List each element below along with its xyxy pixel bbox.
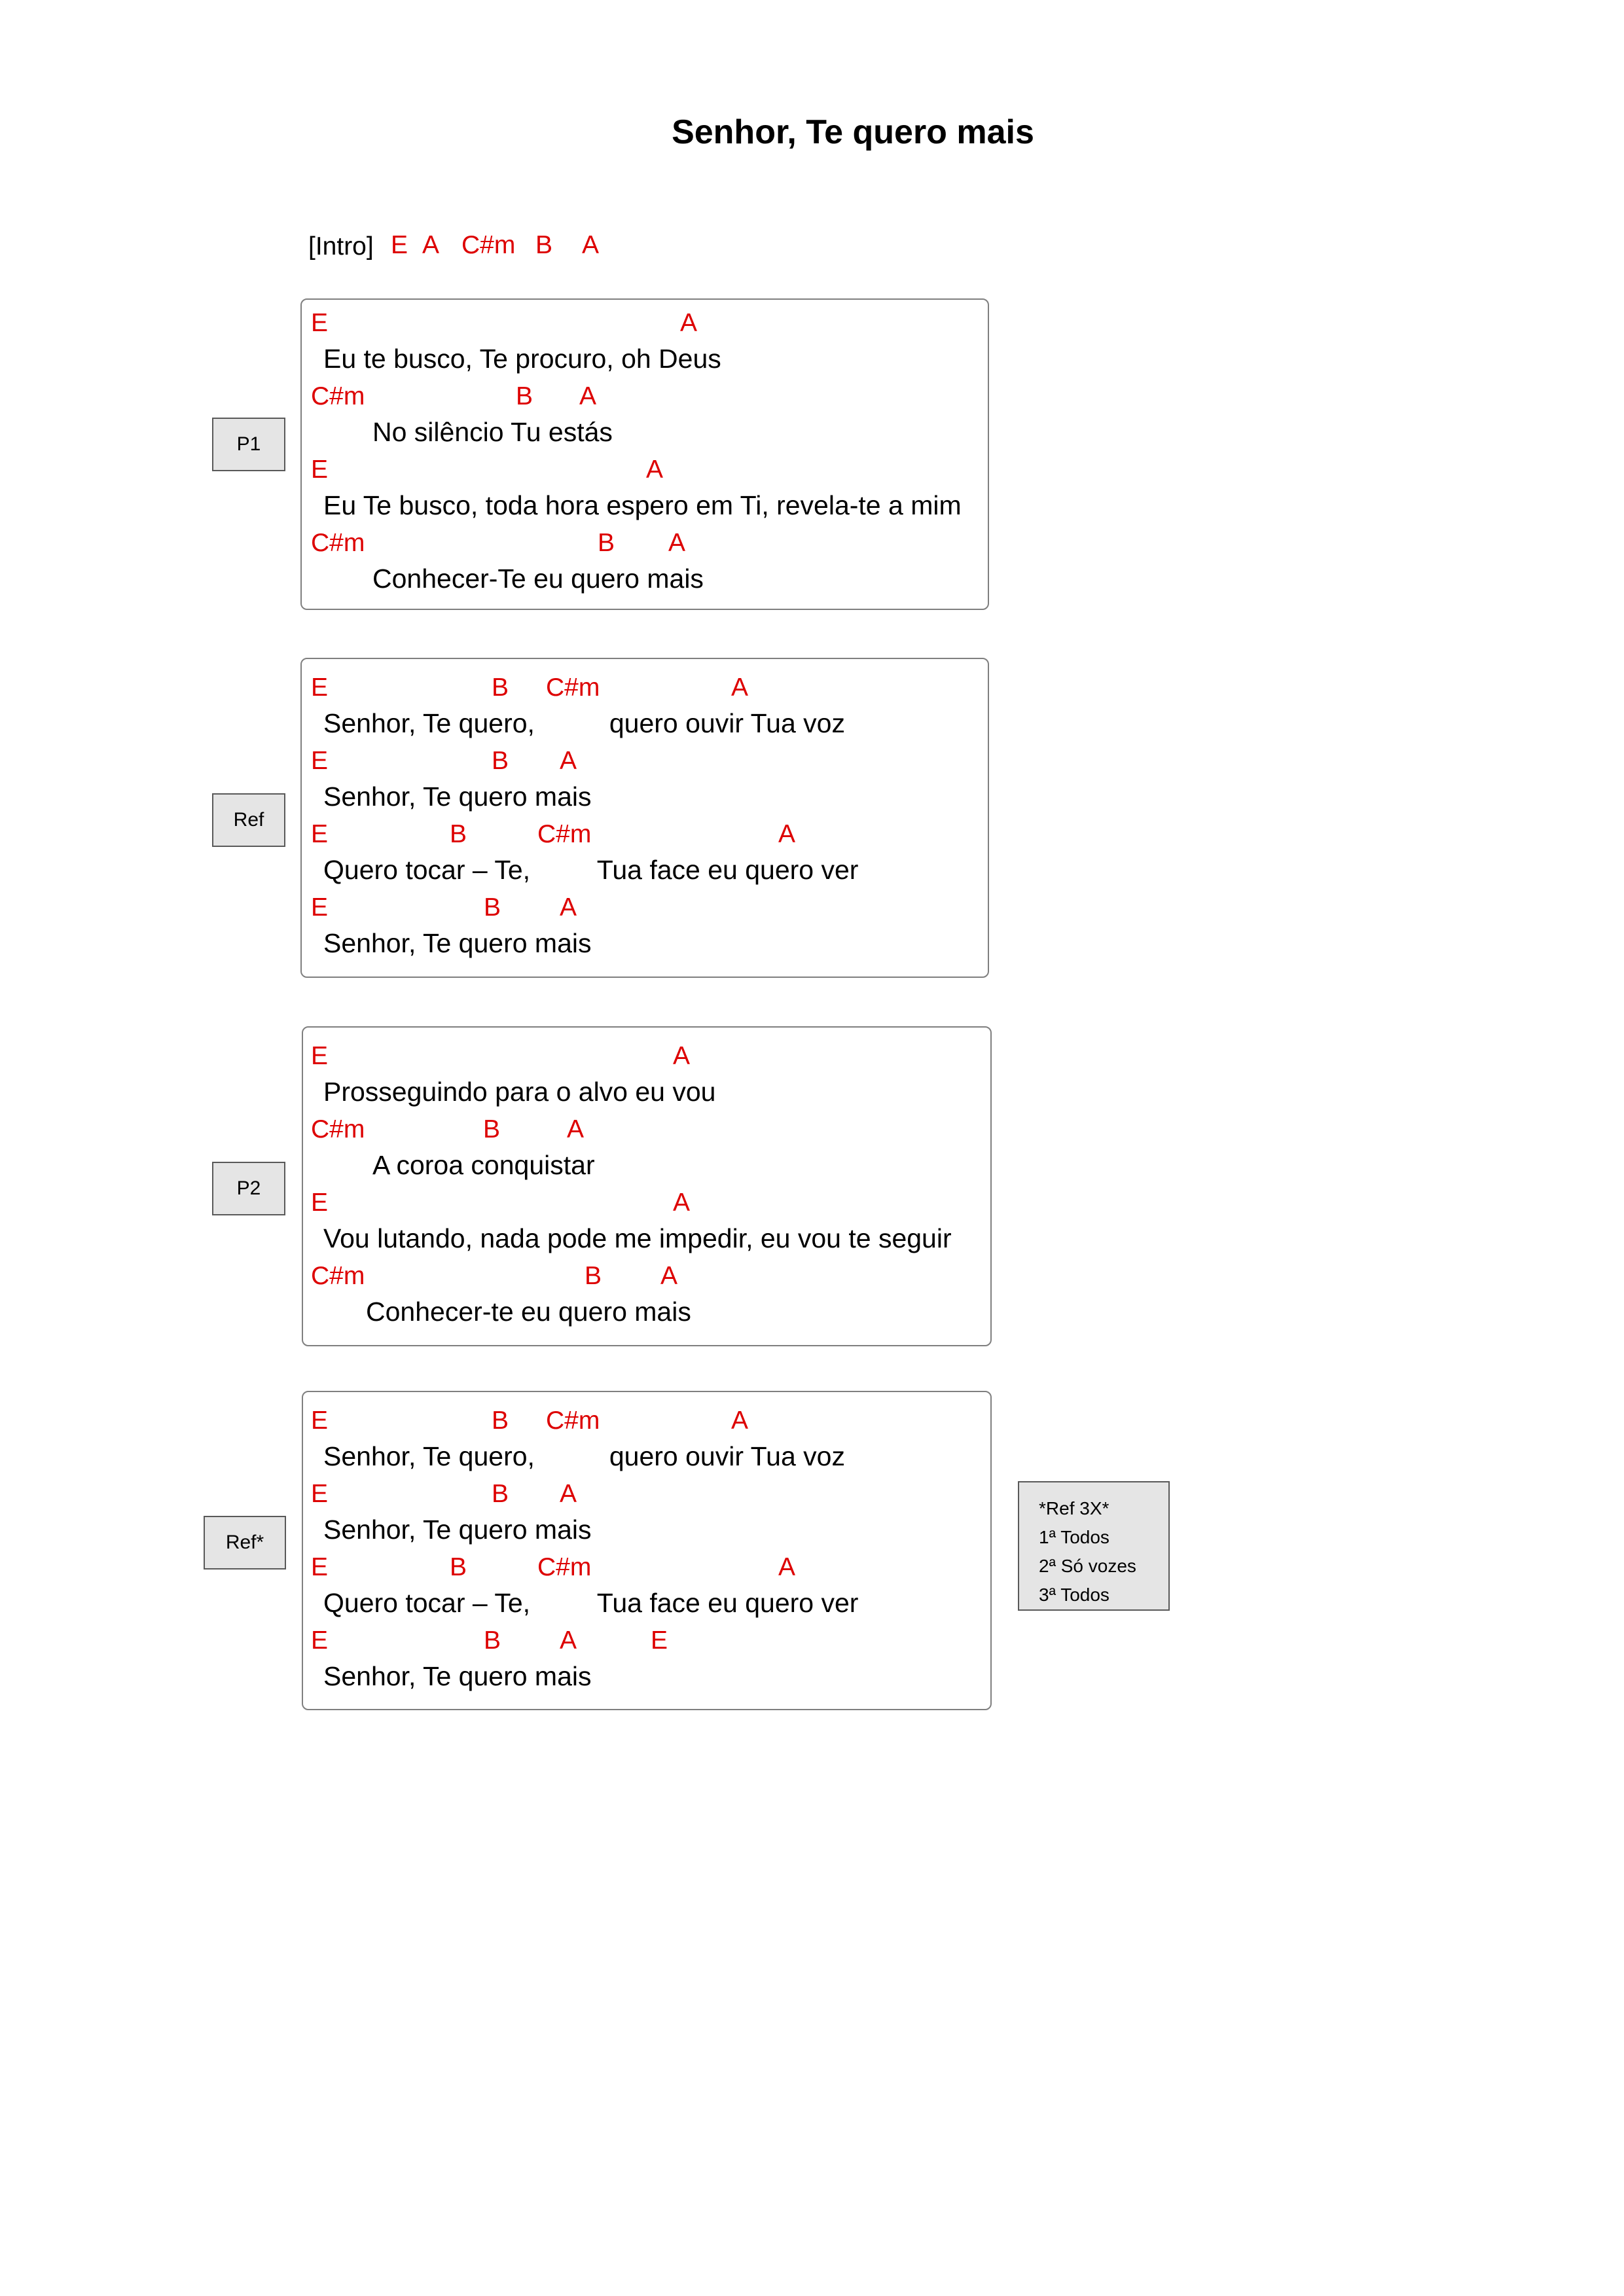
lyric-line: Quero tocar – Te, Tua face eu quero ver xyxy=(323,855,859,885)
lyric-line: Vou lutando, nada pode me impedir, eu vou te seguir xyxy=(323,1223,952,1253)
chord: B xyxy=(450,1553,467,1581)
section-ref-star xyxy=(302,1391,992,1710)
section-tag-ref: Ref xyxy=(212,793,285,847)
chord: C#m xyxy=(546,1407,600,1435)
chord: E xyxy=(311,456,329,484)
lyric-line: Eu Te busco, toda hora espero em Ti, revela-te a mim xyxy=(323,490,962,520)
chord: A xyxy=(731,673,749,702)
intro-chord: A xyxy=(582,231,600,259)
section-tag-p1: P1 xyxy=(212,418,285,471)
chord: B xyxy=(492,747,509,775)
chord: B xyxy=(516,382,533,410)
lyric-line: No silêncio Tu estás xyxy=(372,417,613,447)
chord: B xyxy=(492,1480,509,1508)
note-line: 3ª Todos xyxy=(1039,1585,1110,1605)
chord: A xyxy=(731,1407,749,1435)
intro-label: [Intro] xyxy=(308,232,374,260)
chord: A xyxy=(660,1262,678,1290)
lyric-line: Eu te busco, Te procuro, oh Deus xyxy=(323,344,721,374)
intro-chord: A xyxy=(422,231,440,259)
section-tag-ref-star: Ref* xyxy=(204,1516,286,1570)
chord: E xyxy=(311,893,329,922)
chord: C#m xyxy=(311,1115,365,1143)
chord: C#m xyxy=(537,1553,592,1581)
chord: E xyxy=(311,747,329,775)
chord: C#m xyxy=(311,382,365,410)
section-tag-p2: P2 xyxy=(212,1162,285,1215)
lyric-line: Senhor, Te quero mais xyxy=(323,781,592,812)
chord: A xyxy=(560,1480,577,1508)
chord: A xyxy=(560,893,577,922)
intro-chord: B xyxy=(535,231,553,259)
lyric-line: Conhecer-te eu quero mais xyxy=(366,1297,691,1327)
chord: A xyxy=(673,1042,691,1070)
section-ref xyxy=(300,658,989,978)
chord: E xyxy=(311,1480,329,1508)
chord: A xyxy=(668,529,686,557)
chord: E xyxy=(311,1553,329,1581)
page-title: Senhor, Te quero mais xyxy=(672,113,1034,151)
chord: E xyxy=(311,1407,329,1435)
lyric-line: Prosseguindo para o alvo eu vou xyxy=(323,1077,716,1107)
note-line: *Ref 3X* xyxy=(1039,1498,1110,1518)
lyric-line: Senhor, Te quero mais xyxy=(323,1661,592,1691)
chord: C#m xyxy=(537,820,592,848)
lyric-line: Senhor, Te quero mais xyxy=(323,1515,592,1545)
chord: E xyxy=(311,820,329,848)
chord: A xyxy=(560,747,577,775)
lyric-line: Quero tocar – Te, Tua face eu quero ver xyxy=(323,1588,859,1618)
section-p1 xyxy=(300,298,989,610)
lyric-line: Senhor, Te quero, quero ouvir Tua voz xyxy=(323,1441,845,1471)
chord: B xyxy=(492,1407,509,1435)
chord: B xyxy=(492,673,509,702)
chord: C#m xyxy=(311,529,365,557)
section-p2 xyxy=(302,1026,992,1346)
intro-chord: C#m xyxy=(461,231,516,259)
chord: B xyxy=(585,1262,602,1290)
chord: B xyxy=(484,1626,501,1655)
chord: E xyxy=(311,1626,329,1655)
chord: A xyxy=(579,382,597,410)
lyric-line: Senhor, Te quero mais xyxy=(323,928,592,958)
chord: A xyxy=(646,456,664,484)
chord: B xyxy=(450,820,467,848)
intro-line xyxy=(308,231,600,261)
chord: A xyxy=(567,1115,585,1143)
note-line: 1ª Todos xyxy=(1039,1527,1110,1547)
chord: E xyxy=(651,1626,668,1655)
chord: B xyxy=(483,1115,501,1143)
chord: A xyxy=(778,1553,796,1581)
lyric-line: Senhor, Te quero, quero ouvir Tua voz xyxy=(323,708,845,738)
chord: E xyxy=(311,1189,329,1217)
chord: B xyxy=(484,893,501,922)
intro-chord: E xyxy=(391,231,408,259)
chord: E xyxy=(311,309,329,337)
lyric-line: A coroa conquistar xyxy=(372,1150,595,1180)
lyric-line: Conhecer-Te eu quero mais xyxy=(372,564,704,594)
chord: C#m xyxy=(311,1262,365,1290)
note-line: 2ª Só vozes xyxy=(1039,1556,1136,1576)
repeat-note xyxy=(1018,1481,1170,1611)
chord: A xyxy=(778,820,796,848)
chord: A xyxy=(680,309,698,337)
chord: A xyxy=(673,1189,691,1217)
chord: A xyxy=(560,1626,577,1655)
chord: B xyxy=(598,529,615,557)
chord: E xyxy=(311,673,329,702)
chord: E xyxy=(311,1042,329,1070)
chord: C#m xyxy=(546,673,600,702)
